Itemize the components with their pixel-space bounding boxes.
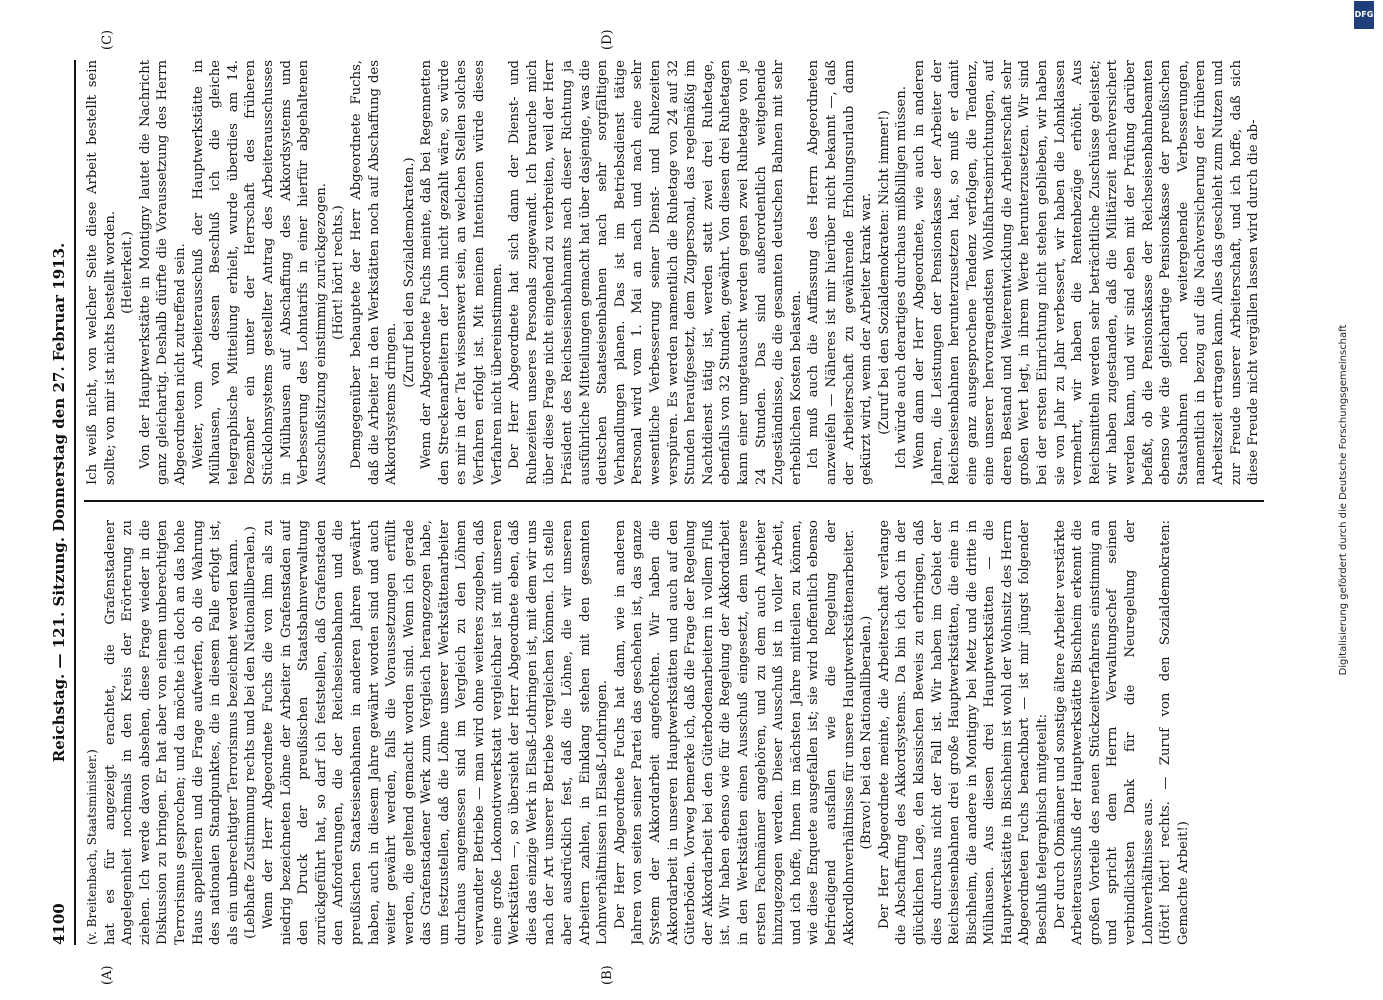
margin-mark-b: (B) — [600, 965, 615, 985]
interjection: (Bravo! bei den Nationalliberalen.) — [859, 615, 875, 850]
dfg-logo: DFG — [1354, 1, 1374, 29]
paragraph: hat es für angezeigt erachtet, die Grafenstadener Angelegenheit nochmals in den Kreis der Erörterung zu ziehen. Ich werde davon absehen, diese Frage wieder in die Diskussion zu bringen. Er hat aber von einem unberechtigten Terrorismus gesprochen; und da möchte ich doch an das hohe Haus appellieren und die Frage aufwerfen, ob die Wahrung des nationalen Standpunktes, die in diesem Falle erfolgt ist, als ein unberechtigter Terrorismus bezeichnet werden kann. — [102, 520, 241, 945]
interjection: (Hört! hört! rechts.) — [331, 205, 347, 340]
paragraph: Ich muß auch die Auffassung des Herrn Abgeordneten anzweifeln — Näheres ist mir hierüber nicht bekannt —, daß der Arbeiterschaft zu gewährende Erholungsurlaub dann gekürzt wird, wenn der Arbeiter krank war. — [806, 60, 875, 485]
page-number: 4100 — [50, 903, 68, 945]
paragraph: Wenn der Abgeordnete Fuchs meinte, daß bei Regennetten den Streckenarbeitern der Lohn nicht gezahlt wäre, so würde es mir in der Tat wissenswert sein, an welchen Stellen solches Verfahren erfolgt ist. Mit meinen Intentionen würde dieses Verfahren nicht übereinstimmen. — [419, 60, 505, 485]
margin-mark-a: (A) — [100, 965, 115, 985]
paragraph: Der Herr Abgeordnete meinte, die Arbeiterschaft verlange die Abschaffung des Akkordsystems. Da bin ich doch in der glücklichen Lage, den klassischen Beweis zu erbringen, daß dies durchaus nicht der Fall ist. Wir haben im Gebiet der Reichseisenbahnen drei große Hauptwerkstätten, die eine in Bischheim, die andere in Montigny bei Metz und die dritte in Mülhausen. Aus diesen drei Hauptwerkstätten — die Hauptwerkstätte in Bischheim ist wohl der Wohnsitz des Herrn Abgeordneten Fuchs benachbart — ist mir jüngst folgender Beschluß telegraphisch mitgeteilt: — [876, 520, 1051, 945]
page-header — [40, 60, 76, 945]
paragraph: Ich würde auch derartiges durchaus mißbilligen müssen. — [894, 86, 910, 469]
paragraph: Von der Hauptwerkstätte in Montigny lautet die Nachricht ganz gleichartig. Deshalb dürfte die Voraussetzung des Herrn Abgeordneten nicht zutreffend sein. — [137, 60, 188, 485]
paragraph: Ich weiß nicht, von welcher Seite diese Arbeit bestellt sein sollte; von mir ist nichts bestellt worden. — [85, 60, 118, 485]
quotation: Der durch Obmänner und sonstige ältere Arbeiter verstärkte Arbeiterausschuß der Hauptwerkstätte Bischheim erkennt die großen Vorteile des neuen Stückzeitverfahrens einstimmig an und spricht dem Herrn Verwaltungschef seinen verbindlichsten Dank für die Neuregelung der Lohnverhältnisse aus. — [1052, 520, 1156, 945]
interjection: (Heiterkeit.) — [120, 231, 136, 314]
right-column — [84, 60, 1264, 485]
interjection: (Zuruf bei den Sozialdemokraten: Nicht immer!) — [876, 110, 892, 435]
margin-mark-c: (C) — [100, 29, 115, 50]
interjection: (Zuruf bei den Sozialdemokraten.) — [401, 157, 417, 388]
page-title: Reichstag. — 121. Sitzung. Donnerstag den 27. Februar 1913. — [50, 242, 68, 763]
paragraph: Wenn dann der Herr Abgeordnete, wie auch in anderen Jahren, die Leistungen der Pensionskasse der Arbeiter der Reichseisenbahnen herunterzusetzen hat, so muß er damit eine ganz ausgesprochene Tendenz verfolgen, die Tendenz, eine unserer hervorragendsten Wohlfahrtseinrichtungen, auf deren Bestand und Weiterentwicklung die Arbeiterschaft sehr großen Wert legt, in ihrem Werte herunterzusetzen. Wir sind bei der ersten Einrichtung nicht stehen geblieben, wir haben sie von Jahr zu Jahr verbessert, wir haben die Lohnklassen vermehrt, wir haben die Rentenbezüge erhöht. Aus Reichsmitteln werden sehr beträchtliche Zuschüsse geleistet; wir haben zugestanden, daß die Militärzeit nachversichert werden kann, und wir sind eben mit der Prüfung darüber befaßt, ob die Pensionskasse der Reichseisenbahnbeamten ebenso wie die gleichartige Pensionskasse der preußischen Staatsbahnen noch weitergehende Verbesserungen, namentlich in bezug auf die Nachversicherung der früheren Arbeitszeit ertragen kann. Alles das geschieht zum Nutzen und zur Freude unserer Arbeiterschaft, und ich hoffe, daß sich diese Freude nicht vergällen lassen wird durch die ab- — [911, 60, 1262, 485]
paragraph: Weiter, vom Arbeiterausschuß der Hauptwerkstätte in Mülhausen, von dessen Beschluß ich die gleiche telegraphische Mitteilung erhielt, wurde überdies am 14. Dezember ein unter der Herrschaft des früheren Stücklohnsystems gestellter Antrag des Arbeiterausschusses in Mülhausen auf Abschaffung des Akkordsystems und Verbesserung des Lohntarifs in einer hierfür abgehaltenen Ausschußsitzung einstimmig zurückgezogen. — [190, 60, 329, 485]
page-content — [40, 29, 1270, 985]
left-column — [84, 520, 1264, 945]
column-divider — [84, 500, 1264, 502]
paragraph: Der Herr Abgeordnete hat sich dann der Dienst- und Ruhezeiten unseres Personals zugewandt. Ich brauche mich über diese Frage nicht eingehend zu verbreiten, weil der Herr Präsident des Reichseisenbahnamts nach dieser Richtung ja ausführliche Mitteilungen gemacht hat über dasjenige, was die deutschen Staatseisenbahnen nach sehr sorgfältigen Verhandlungen planen. Das ist im Betriebsdienst tätige Personal wird vom 1. Mai an nach und nach eine sehr wesentliche Verbesserung seiner Dienst- und Ruhezeiten verspüren. Es werden namentlich die Ruhetage von 24 auf 32 Stunden heraufgesetzt, dem Zugpersonal, das regelmäßig im Nachtdienst tätig ist, werden statt zwei drei Ruhetage, ebenfalls von 32 Stunden, gewährt. Von diesen drei Ruhetagen kann einer umgetauscht werden gegen zwei Ruhetage von je 24 Stunden. Das sind außerordentlich weitgehende Zugeständnisse, die die gesamten deutschen Bahnen mit sehr erheblichen Kosten belasten. — [507, 60, 804, 485]
speaker-line: (v. Breitenbach, Staatsminister.) — [85, 749, 99, 945]
paragraph: Demgegenüber behauptete der Herr Abgeordnete Fuchs, daß die Arbeiter in den Werkstätten noch auf Abschaffung des Akkordsystems dringen. — [348, 60, 400, 485]
margin-mark-d: (D) — [600, 29, 615, 50]
interjection: (Hört! hört! rechts. — Zuruf von den Sozialdemokraten: Gemachte Arbeit!) — [1158, 520, 1191, 945]
paragraph: Wenn der Herr Abgeordnete Fuchs die von ihm als zu niedrig bezeichneten Löhne der Arbeiter in Grafenstaden auf den Druck der preußischen Staatsbahnverwaltung zurückgeführt hat, so darf ich feststellen, daß Grafenstaden den Anforderungen, die der Reichseisenbahnen und die preußischen Staatseisenbahnen in anderen Jahren gewährt haben, auch in diesem Jahre gewährt worden sind und auch weiter gewährt werden, falls die Voraussetzungen erfüllt werden, die geltend gemacht worden sind. Wenn ich gerade das Grafenstadener Werk zum Vergleich herangezogen habe, um festzustellen, daß die Löhne unserer Werkstättenarbeiter durchaus angemessen sind im Vergleich zu den Löhnen verwandter Betriebe — man wird ohne weiteres zugeben, daß eine große Lokomotivwerkstatt vergleichbar ist mit unseren Werkstätten —, so übersieht der Herr Abgeordnete eben, daß dies das einzige Werk in Elsaß-Lothringen ist, mit dem wir uns nach der Art unserer Betriebe vergleichen können. Ich stelle aber ausdrücklich fest, daß die Löhne, die wir unseren Arbeitern zahlen, in Einklang stehen mit den gesamten Lohnverhältnissen in Elsaß-Lothringen. — [260, 520, 611, 945]
digitization-credit: Digitalisierung gefördert durch die Deutsche Forschungsgemeinschaft — [1338, 324, 1349, 676]
paragraph: Der Herr Abgeordnete Fuchs hat dann, wie in anderen Jahren von seiten seiner Partei das geschehen ist, das ganze System der Akkordarbeit angefochten. Wir haben die Akkordarbeit in unseren Hauptwerkstätten und auch auf den Güterböden. Vorweg bemerke ich, daß die Frage der Regelung der Akkordarbeit bei den Güterbodenarbeitern in vollem Fluß ist. Wir haben ebenso wie für die Regelung der Akkordarbeit in den Werkstätten einen Ausschuß eingesetzt, dem unsere ersten Fachmänner angehören, und zu dem auch Arbeiter hinzugezogen werden. Dieser Ausschuß ist in voller Arbeit, und ich hoffe, Ihnen im nächsten Jahre mitteilen zu können, wie diese Enquete ausgefallen ist; sie wird hoffentlich ebenso befriedigend ausfallen wie die Regelung der Akkordlohnverhältnisse für unsere Hauptwerkstättenarbeiter. — [612, 520, 857, 945]
interjection: (Lebhafte Zustimmung rechts und bei den Nationalliberalen.) — [243, 526, 259, 939]
